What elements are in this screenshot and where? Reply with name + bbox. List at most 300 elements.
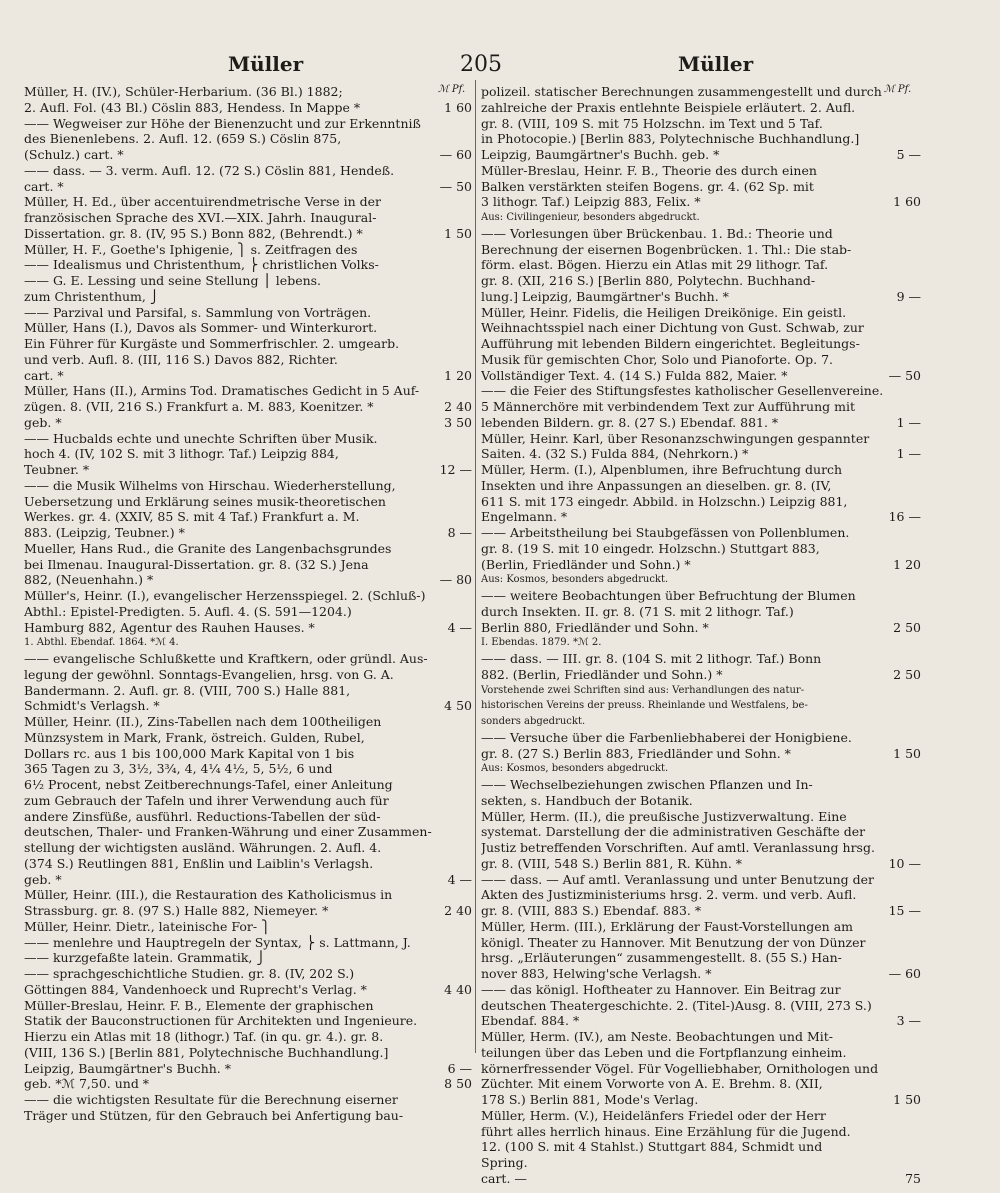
entry-line — [481, 982, 921, 998]
entry-text: Müller, H. (IV.), Schüler-Herbarium. (36 Bl.) 1882; — [24, 84, 343, 99]
entry-line — [481, 194, 921, 210]
entry-line — [481, 352, 921, 368]
entry-line — [24, 1076, 472, 1092]
entry-line — [481, 840, 921, 856]
entry-text: Hierzu ein Atlas mit 18 (lithogr.) Taf. (in qu. gr. 4.). gr. 8. — [24, 1029, 384, 1044]
entry-line — [24, 415, 472, 431]
entry-line — [24, 478, 472, 494]
entry-text: —— die Feier des Stiftungsfestes katholischer Gesellenvereine. — [481, 383, 884, 399]
entry-line — [24, 210, 472, 226]
entry-line — [24, 572, 472, 588]
entry-text: Müller-Breslau, Heinr. F. B., Elemente der graphischen — [24, 997, 374, 1013]
entry-line — [24, 746, 472, 762]
entry-line — [24, 1061, 472, 1077]
entry-line — [24, 698, 472, 714]
entry-line — [481, 179, 921, 195]
column-divider — [475, 80, 476, 1053]
entry-text: Ein Führer für Kurgäste und Sommerfrischler. 2. umgearb. — [24, 336, 400, 351]
entry-text: Uebersetzung und Erklärung seines musik-theoretischen — [24, 493, 386, 509]
entry-line — [24, 1029, 472, 1045]
entry-text: Müller, H. F., Goethe's Iphigenie, ⎫ s. Zeitfragen des — [24, 241, 358, 257]
entry-line — [481, 273, 921, 289]
entry-text: Müller, H. Ed., über accentuirendmetrische Verse in der — [24, 194, 382, 210]
entry-text: Göttingen 884, Vandenhoeck und Ruprecht's Verlag. * — [24, 981, 367, 997]
entry-text: stellung der wichtigsten ausländ. Währungen. 2. Aufl. 4. — [24, 840, 382, 855]
entry-line — [481, 478, 921, 494]
entry-text: —— menlehre und Hauptregeln der Syntax, ⎬ s. Lattmann, J. — [24, 934, 411, 950]
entry-text: Aus: Kosmos, besonders abgedruckt. — [481, 574, 669, 586]
entry-price: 1 50 — [889, 746, 921, 762]
entry-line — [481, 856, 921, 872]
entry-line — [481, 620, 921, 636]
entry-price: 1 20 — [889, 557, 921, 573]
entry-text: nover 883, Helwing'sche Verlagsh. * — [481, 966, 712, 981]
entry-line — [481, 163, 921, 179]
entry-line — [481, 368, 921, 384]
entry-line — [24, 872, 472, 888]
entry-text: Müller, Heinr. (II.), Zins-Tabellen nach dem 100theiligen — [24, 714, 382, 729]
entry-line — [24, 399, 472, 415]
entry-line — [481, 1029, 921, 1045]
entry-line — [24, 683, 472, 699]
entry-text: gr. 8. (VIII, 109 S. mit 75 Holzschn. im Text und 5 Taf. — [481, 115, 823, 131]
entry-text: —— evangelische Schlußkette und Kraftkern, oder gründl. Aus- — [24, 651, 428, 666]
entry-line — [481, 998, 921, 1014]
entry-line — [481, 557, 921, 573]
entry-line — [24, 163, 472, 179]
entry-line — [481, 242, 921, 258]
entry-price: 1 60 — [889, 194, 921, 210]
entry-line — [481, 651, 921, 667]
entry-text: Müller, Hans (I.), Davos als Sommer- und Winterkurort. — [24, 320, 378, 336]
entry-price: — 60 — [885, 966, 921, 982]
entry-text: Müller, Heinr. Fidelis, die Heiligen Dreikönige. Ein geistl. — [481, 304, 847, 320]
entry-line — [24, 305, 472, 321]
entry-line — [24, 793, 472, 809]
entry-line — [24, 620, 472, 636]
entry-line — [481, 147, 921, 163]
entry-text: —— Vorlesungen über Brückenbau. 1. Bd.: Theorie und — [481, 225, 833, 241]
entry-line — [481, 494, 921, 510]
entry-text: königl. Theater zu Hannover. Mit Benutzung der von Dünzer — [481, 934, 866, 950]
entry-text: Balken verstärkten steifen Bogens. gr. 4. (62 Sp. mit — [481, 178, 814, 194]
entry-line — [481, 541, 921, 557]
entry-price: 4 — — [444, 620, 472, 636]
entry-text: gr. 8. (19 S. mit 10 eingedr. Holzschn.) Stuttgart 883, — [481, 540, 820, 556]
entry-text: —— sprachgeschichtliche Studien. gr. 8. (IV, 202 S.) — [24, 966, 355, 981]
entry-text: —— Arbeitstheilung bei Staubgefässen von Pollenblumen. — [481, 525, 850, 540]
entry-line — [24, 147, 472, 163]
entry-price: 1 60 — [440, 100, 472, 116]
entry-line — [24, 982, 472, 998]
entry-text: —— dass. — III. gr. 8. (104 S. mit 2 lithogr. Taf.) Bonn — [481, 651, 822, 666]
entry-text: —— G. E. Lessing und seine Stellung ⎪ lebens. — [24, 273, 322, 288]
entry-line — [481, 1171, 921, 1187]
entry-text: Leipzig, Baumgärtner's Buchh. geb. * — [481, 147, 720, 162]
entry-line — [481, 1108, 921, 1124]
entry-text: Abthl.: Epistel-Predigten. 5. Aufl. 4. (S. 591—1204.) — [24, 603, 352, 619]
entry-text: cart. — — [481, 1170, 527, 1186]
entry-line — [24, 226, 472, 242]
entry-text: —— Wegweiser zur Höhe der Bienenzucht und zur Erkenntniß — [24, 115, 421, 131]
entry-text: 3 lithogr. Taf.) Leipzig 883, Felix. * — [481, 194, 701, 210]
entry-price: — 50 — [885, 368, 921, 384]
entry-line — [481, 305, 921, 321]
entry-text: Züchter. Mit einem Vorworte von A. E. Brehm. 8. (XII, — [481, 1076, 823, 1092]
entry-line — [481, 809, 921, 825]
entry-line — [481, 1076, 921, 1092]
entry-text: Strassburg. gr. 8. (97 S.) Halle 882, Niemeyer. * — [24, 903, 329, 918]
entry-text: Müller, Heinr. (III.), die Restauration des Katholicismus in — [24, 887, 393, 903]
entry-line — [481, 257, 921, 273]
page-number: 205 — [460, 52, 502, 77]
entry-text: Berechnung der eisernen Bogenbrücken. 1. Thl.: Die stab- — [481, 241, 852, 257]
entry-line — [481, 1139, 921, 1155]
entry-line — [24, 431, 472, 447]
entry-text: französischen Sprache des XVI.—XIX. Jahrh. Inaugural- — [24, 210, 377, 225]
entry-price: — 60 — [436, 147, 472, 163]
entry-line — [481, 667, 921, 683]
entry-text: gr. 8. (VIII, 883 S.) Ebendaf. 883. * — [481, 903, 702, 918]
currency-header-right: ℳ Pf. — [884, 84, 912, 95]
entry-line — [481, 730, 921, 746]
entry-text: (VIII, 136 S.) [Berlin 881, Polytechnische Buchhandlung.] — [24, 1044, 389, 1060]
entry-line — [481, 116, 921, 132]
entry-text: körnerfressender Vögel. Für Vogelliebhaber, Ornithologen und — [481, 1060, 879, 1076]
entry-text: geb. *ℳ 7,50. und * — [24, 1076, 150, 1092]
entry-line — [24, 1108, 472, 1124]
entry-text: zügen. 8. (VII, 216 S.) Frankfurt a. M. 883, Koenitzer. * — [24, 399, 374, 414]
entry-line — [24, 179, 472, 195]
entry-line — [24, 84, 472, 100]
entry-text: zum Gebrauch der Tafeln und ihrer Verwendung auch für — [24, 792, 389, 808]
entry-line — [481, 525, 921, 541]
entry-text: Vorstehende zwei Schriften sind aus: Verhandlungen des natur- — [481, 684, 805, 696]
entry-text: zum Christenthum, ⎭ — [24, 288, 160, 304]
entry-line — [481, 777, 921, 793]
entry-line — [24, 840, 472, 856]
entry-line — [24, 887, 472, 903]
entry-line — [24, 1045, 472, 1061]
entry-line — [24, 714, 472, 730]
entry-price: 8 50 — [440, 1076, 472, 1092]
entry-text: Spring. — [481, 1155, 528, 1170]
entry-text: 1. Abthl. Ebendaf. 1864. *ℳ 4. — [24, 637, 179, 649]
entry-text: teilungen über das Leben und die Fortpflanzung einheim. — [481, 1044, 847, 1060]
entry-text: Teubner. * — [24, 462, 90, 477]
entry-price: 75 — [901, 1171, 921, 1187]
entry-line — [481, 1092, 921, 1108]
entry-text: bei Ilmenau. Inaugural-Dissertation. gr. 8. (32 S.) Jena — [24, 556, 369, 572]
entry-line — [24, 919, 472, 935]
entry-text: und verb. Aufl. 8. (III, 116 S.) Davos 882, Richter. — [24, 351, 338, 367]
entry-price: 9 — — [893, 289, 921, 305]
entry-line — [24, 289, 472, 305]
entry-text: Akten des Justizministeriums hrsg. 2. verm. und verb. Aufl. — [481, 887, 857, 903]
entry-line — [24, 730, 472, 746]
entry-price: 1 50 — [889, 1092, 921, 1108]
entry-line — [481, 698, 921, 714]
entry-line — [24, 100, 472, 116]
entry-price: — 80 — [436, 572, 472, 588]
entry-line — [24, 368, 472, 384]
entry-line — [481, 100, 921, 116]
entry-text: in Photocopie.) [Berlin 883, Polytechnische Buchhandlung.] — [481, 131, 860, 147]
entry-text: Müller, Herm. (V.), Heidelänfers Friedel oder der Herr — [481, 1107, 826, 1123]
entry-text: —— dass. — Auf amtl. Veranlassung und unter Benutzung der — [481, 871, 875, 887]
entry-text: lung.] Leipzig, Baumgärtner's Buchh. * — [481, 288, 729, 304]
entry-line — [481, 824, 921, 840]
entry-text: förm. elast. Bögen. Hierzu ein Atlas mit 29 lithogr. Taf. — [481, 257, 829, 273]
entry-line — [24, 1013, 472, 1029]
entry-text: hrsg. „Erläuterungen“ zusammengestellt. 8. (55 S.) Han- — [481, 950, 842, 966]
entry-text: des Bienenlebens. 2. Aufl. 12. (659 S.) Cöslin 875, — [24, 131, 342, 147]
entry-line — [481, 1061, 921, 1077]
entry-text: sonders abgedruckt. — [481, 716, 586, 727]
entry-line — [481, 903, 921, 919]
entry-price: 8 — — [444, 525, 472, 541]
entry-price: — 50 — [436, 179, 472, 195]
entry-text: Leipzig, Baumgärtner's Buchh. * — [24, 1060, 232, 1076]
entry-text: Statik der Bauconstructionen für Architekten und Ingenieure. — [24, 1013, 418, 1029]
entry-line — [481, 320, 921, 336]
entry-line — [24, 856, 472, 872]
entry-text: Saiten. 4. (32 S.) Fulda 884, (Nehrkorn.) * — [481, 446, 749, 462]
entry-text: 2. Aufl. Fol. (43 Bl.) Cöslin 883, Hendess. In Mappe * — [24, 99, 361, 115]
entry-line — [24, 809, 472, 825]
entry-price: 4 40 — [440, 982, 472, 998]
entry-line — [481, 1045, 921, 1061]
entry-line — [481, 588, 921, 604]
entry-line — [481, 572, 921, 588]
entry-price: 2 50 — [889, 667, 921, 683]
entry-line — [481, 446, 921, 462]
entry-line — [481, 761, 921, 777]
entry-text: hoch 4. (IV, 102 S. mit 3 lithogr. Taf.) Leipzig 884, — [24, 446, 339, 462]
entry-text: Dollars rc. aus 1 bis 100,000 Mark Kapital von 1 bis — [24, 745, 355, 761]
entry-text: durch Insekten. II. gr. 8. (71 S. mit 2 lithogr. Taf.) — [481, 603, 794, 619]
entry-line — [481, 336, 921, 352]
entry-price: 5 — — [893, 147, 921, 163]
entry-line — [24, 635, 472, 651]
entry-line — [24, 509, 472, 525]
entry-line — [24, 998, 472, 1014]
entry-text: Musik für gemischten Chor, Solo und Pianoforte. Op. 7. — [481, 351, 834, 367]
entry-text: Müller, Herm. (I.), Alpenblumen, ihre Befruchtung durch — [481, 462, 843, 477]
entry-line — [481, 966, 921, 982]
entry-line — [481, 399, 921, 415]
entry-line — [481, 1155, 921, 1171]
entry-line — [481, 887, 921, 903]
entry-line — [24, 557, 472, 573]
entry-price: 1 20 — [440, 368, 472, 384]
entry-line — [481, 509, 921, 525]
entry-text: 882. (Berlin, Friedländer und Sohn.) * — [481, 666, 723, 682]
entry-line — [24, 935, 472, 951]
entry-line — [481, 226, 921, 242]
entry-text: legung der gewöhnl. Sonntags-Evangelien, hrsg. von G. A. — [24, 666, 394, 682]
entry-text: —— kurzgefaßte latein. Grammatik, ⎭ — [24, 950, 266, 966]
entry-text: geb. * — [24, 414, 62, 430]
entry-line — [24, 131, 472, 147]
entry-text: gr. 8. (27 S.) Berlin 883, Friedländer und Sohn. * — [481, 745, 791, 761]
entry-line — [24, 667, 472, 683]
entry-text: Hamburg 882, Agentur des Rauhen Hauses. * — [24, 619, 315, 635]
entry-line — [24, 242, 472, 258]
entry-text: —— Parzival und Parsifal, s. Sammlung von Vorträgen. — [24, 304, 372, 320]
entry-text: Müller, Heinr. Karl, über Resonanzschwingungen gespannter — [481, 430, 870, 446]
entry-text: Aufführung mit lebenden Bildern eingerichtet. Begleitungs- — [481, 336, 860, 351]
entry-price: 6 — — [444, 1061, 472, 1077]
entry-text: —— das königl. Hoftheater zu Hannover. Ein Beitrag zur — [481, 981, 841, 997]
entry-line — [481, 84, 921, 100]
entry-line — [24, 966, 472, 982]
entry-line — [24, 525, 472, 541]
entry-text: Schmidt's Verlagsh. * — [24, 698, 160, 714]
entry-line — [481, 1013, 921, 1029]
entry-price: 16 — — [885, 509, 921, 525]
entry-text: Müller, Herm. (II.), die preußische Justizverwaltung. Eine — [481, 808, 847, 824]
entry-line — [481, 1124, 921, 1140]
entry-text: Müller, Herm. (III.), Erklärung der Faust-Vorstellungen am — [481, 918, 853, 934]
entry-text: —— dass. — 3. verm. Aufl. 12. (72 S.) Cöslin 881, Hendeß. — [24, 162, 395, 178]
entry-text: (Schulz.) cart. * — [24, 147, 124, 162]
entry-text: (Berlin, Friedländer und Sohn.) * — [481, 556, 691, 572]
entry-text: —— Idealismus und Christenthum, ⎬ christlichen Volks- — [24, 257, 379, 273]
entry-line — [24, 446, 472, 462]
left-column — [24, 84, 472, 1124]
entry-line — [24, 651, 472, 667]
entry-line — [481, 604, 921, 620]
entry-text: systemat. Darstellung der die administrativen Geschäfte der — [481, 824, 866, 840]
entry-text: führt alles herrlich hinaus. Eine Erzählung für die Jugend. — [481, 1123, 851, 1139]
entry-text: Träger und Stützen, für den Gebrauch bei Anfertigung bau- — [24, 1107, 404, 1123]
entry-text: Aus: Civilingenieur, besonders abgedruckt. — [481, 212, 700, 223]
entry-text: lebenden Bildern. gr. 8. (27 S.) Ebendaf. 881. * — [481, 414, 779, 430]
entry-price: 3 50 — [440, 415, 472, 431]
entry-line — [481, 289, 921, 305]
entry-line — [24, 273, 472, 289]
entry-price: 2 40 — [440, 903, 472, 919]
entry-line — [481, 950, 921, 966]
entry-line — [24, 462, 472, 478]
entry-text: Müller, Hans (II.), Armins Tod. Dramatisches Gedicht in 5 Auf- — [24, 383, 420, 399]
entry-line — [24, 604, 472, 620]
entry-line — [481, 131, 921, 147]
entry-price: 3 — — [893, 1013, 921, 1029]
entry-line — [24, 761, 472, 777]
entry-text: —— die wichtigsten Resultate für die Berechnung eiserner — [24, 1092, 398, 1107]
entry-price: 2 50 — [889, 620, 921, 636]
entry-line — [481, 935, 921, 951]
entry-text: —— die Musik Wilhelms von Hirschau. Wiederherstellung, — [24, 477, 396, 493]
entry-text: (374 S.) Reutlingen 881, Enßlin und Laiblin's Verlagsh. — [24, 855, 374, 871]
entry-text: Müller's, Heinr. (I.), evangelischer Herzensspiegel. 2. (Schluß-) — [24, 588, 426, 603]
entry-line — [481, 793, 921, 809]
currency-header-left: ℳ Pf. — [438, 84, 466, 95]
entry-line — [481, 431, 921, 447]
running-head-right: Müller — [678, 52, 754, 76]
entry-text: deutschen, Thaler- und Franken-Währung und einer Zusammen- — [24, 824, 432, 840]
entry-text: —— Hucbalds echte und unechte Schriften über Musik. — [24, 430, 378, 446]
entry-line — [481, 714, 921, 730]
entry-text: Dissertation. gr. 8. (IV, 95 S.) Bonn 882, (Behrendt.) * — [24, 225, 363, 241]
entry-text: —— weitere Beobachtungen über Befruchtung der Blumen — [481, 588, 856, 603]
entry-line — [24, 903, 472, 919]
entry-text: Weihnachtsspiel nach einer Dichtung von Gust. Schwab, zur — [481, 320, 864, 336]
entry-text: 365 Tagen zu 3, 3½, 3¾, 4, 4¼ 4½, 5, 5½, 6 und — [24, 761, 333, 777]
entry-line — [24, 541, 472, 557]
entry-text: Insekten und ihre Anpassungen an dieselben. gr. 8. (IV, — [481, 477, 832, 493]
entry-text: polizeil. statischer Berechnungen zusammengestellt und durch — [481, 84, 882, 99]
entry-price: 10 — — [885, 856, 921, 872]
entry-price: 15 — — [885, 903, 921, 919]
entry-text: gr. 8. (VIII, 548 S.) Berlin 881, R. Kühn. * — [481, 855, 743, 871]
entry-line — [481, 683, 921, 699]
entry-line — [24, 383, 472, 399]
entry-text: 611 S. mit 173 eingedr. Abbild. in Holzschn.) Leipzig 881, — [481, 493, 848, 509]
entry-price: 4 — — [444, 872, 472, 888]
entry-text: 5 Männerchöre mit verbindendem Text zur Aufführung mit — [481, 399, 855, 414]
entry-text: Berlin 880, Friedländer und Sohn. * — [481, 619, 709, 635]
entry-text: Bandermann. 2. Aufl. gr. 8. (VIII, 700 S.) Halle 881, — [24, 682, 351, 698]
entry-text: Münzsystem in Mark, Frank, östreich. Gulden, Rubel, — [24, 729, 365, 745]
entry-price: 1 — — [893, 415, 921, 431]
entry-text: gr. 8. (XII, 216 S.) [Berlin 880, Polytechn. Buchhand- — [481, 273, 816, 288]
entry-line — [481, 746, 921, 762]
entry-price: 12 — — [436, 462, 472, 478]
entry-text: Müller, Heinr. Dietr., lateinische For- ⎫ — [24, 918, 271, 934]
entry-text: Justiz betreffenden Vorschriften. Auf amtl. Veranlassung hrsg. — [481, 840, 875, 855]
entry-text: Müller-Breslau, Heinr. F. B., Theorie des durch einen — [481, 162, 817, 178]
right-column — [481, 84, 921, 1187]
entry-text: I. Ebendas. 1879. *ℳ 2. — [481, 637, 602, 649]
entry-line — [24, 824, 472, 840]
entry-price: 4 50 — [440, 698, 472, 714]
entry-line — [24, 777, 472, 793]
entry-line — [24, 116, 472, 132]
entry-text: —— Versuche über die Farbenliebhaberei der Honigbiene. — [481, 729, 852, 745]
entry-line — [481, 462, 921, 478]
entry-text: Ebendaf. 884. * — [481, 1013, 580, 1029]
entry-line — [24, 494, 472, 510]
entry-line — [24, 588, 472, 604]
entry-line — [481, 210, 921, 226]
entry-text: 6½ Procent, nebst Zeitberechnungs-Tafel, einer Anleitung — [24, 777, 393, 792]
entry-text: Engelmann. * — [481, 509, 568, 525]
entry-line — [481, 415, 921, 431]
entry-price: 1 50 — [440, 226, 472, 242]
entry-text: Mueller, Hans Rud., die Granite des Langenbachsgrundes — [24, 540, 392, 556]
entry-line — [24, 950, 472, 966]
entry-text: —— Wechselbeziehungen zwischen Pflanzen und In- — [481, 777, 813, 792]
entry-text: Werkes. gr. 4. (XXIV, 85 S. mit 4 Taf.) Frankfurt a. M. — [24, 509, 360, 525]
entry-price: 1 — — [893, 446, 921, 462]
entry-line — [24, 352, 472, 368]
entry-text: andere Zinsfüße, ausführl. Reductions-Tabellen der süd- — [24, 808, 381, 824]
entry-text: Vollständiger Text. 4. (14 S.) Fulda 882, Maier. * — [481, 367, 788, 383]
entry-line — [24, 1092, 472, 1108]
entry-line — [24, 336, 472, 352]
entry-text: zahlreiche der Praxis entlehnte Beispiele erläutert. 2. Aufl. — [481, 99, 856, 115]
running-head-left: Müller — [228, 52, 304, 76]
entry-text: 883. (Leipzig, Teubner.) * — [24, 525, 185, 540]
entry-text: sekten, s. Handbuch der Botanik. — [481, 792, 693, 808]
entry-line — [24, 320, 472, 336]
entry-text: 178 S.) Berlin 881, Mode's Verlag. — [481, 1092, 699, 1107]
entry-text: 882, (Neuenhahn.) * — [24, 572, 154, 588]
entry-line — [481, 919, 921, 935]
